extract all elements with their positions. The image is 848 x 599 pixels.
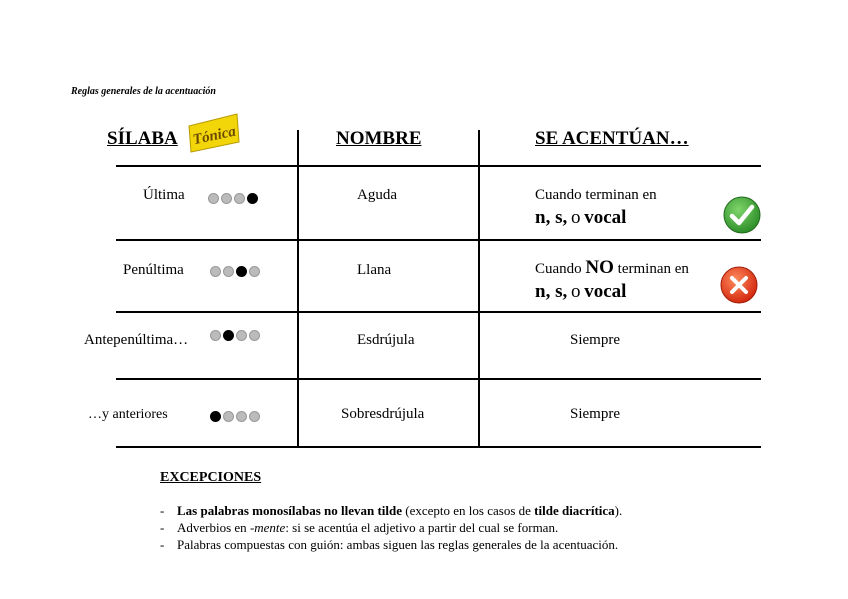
row-nombre: Aguda	[357, 187, 397, 203]
svg-text:Tónica: Tónica	[191, 123, 238, 149]
row-divider	[116, 311, 761, 313]
row-condition: Siempre	[570, 332, 620, 348]
column-divider	[297, 130, 299, 448]
syllable-dot	[249, 330, 260, 341]
syllable-dot	[236, 330, 247, 341]
header-se-acentuan: SE ACENTÚAN…	[535, 128, 689, 149]
syllable-dot	[223, 411, 234, 422]
syllable-dot	[210, 266, 221, 277]
row-silaba: Última	[143, 187, 185, 203]
list-item: - Palabras compuestas con guión: ambas siguen las reglas generales de la acentuación.	[160, 537, 619, 552]
syllable-dots	[210, 411, 260, 422]
syllable-dot-stressed	[223, 330, 234, 341]
syllable-dots	[208, 193, 258, 204]
syllable-dot	[249, 266, 260, 277]
row-silaba: …y anteriores	[88, 407, 168, 422]
row-divider	[116, 378, 761, 380]
syllable-dot	[234, 193, 245, 204]
cross-icon	[720, 266, 758, 304]
row-silaba: Penúltima	[123, 262, 184, 278]
syllable-dot	[221, 193, 232, 204]
syllable-dot-stressed	[210, 411, 221, 422]
tonica-logo	[187, 112, 241, 156]
header-silaba: SÍLABA	[107, 128, 178, 149]
list-item: - Adverbios en -mente: si se acentúa el adjetivo a partir del cual se forman.	[160, 520, 559, 535]
syllable-dot	[208, 193, 219, 204]
row-divider	[116, 239, 761, 241]
list-item: - Las palabras monosílabas no llevan tilde (excepto en los casos de tilde diacrítica).	[160, 503, 623, 518]
row-condition-line2: n, s, o vocal	[535, 281, 627, 302]
row-condition-line1: Cuando NO terminan en	[535, 257, 689, 278]
check-icon	[723, 196, 761, 234]
syllable-dot	[236, 411, 247, 422]
syllable-dots	[210, 266, 260, 277]
row-nombre: Sobresdrújula	[341, 406, 425, 422]
row-nombre: Llana	[357, 262, 392, 278]
header-nombre: NOMBRE	[336, 128, 422, 149]
page-title: Reglas generales de la acentuación	[71, 86, 216, 97]
syllable-dot	[210, 330, 221, 341]
row-condition: Siempre	[570, 406, 620, 422]
exceptions-list	[160, 502, 622, 553]
row-divider	[116, 446, 761, 448]
row-condition-line1: Cuando terminan en	[535, 187, 657, 203]
row-condition-line2: n, s, o vocal	[535, 207, 627, 228]
syllable-dot-stressed	[247, 193, 258, 204]
row-silaba: Antepenúltima…	[84, 332, 189, 348]
syllable-dot-stressed	[236, 266, 247, 277]
syllable-dots	[210, 330, 260, 341]
row-divider	[116, 165, 761, 167]
syllable-dot	[223, 266, 234, 277]
exceptions-title: EXCEPCIONES	[160, 470, 262, 485]
column-divider	[478, 130, 480, 448]
syllable-dot	[249, 411, 260, 422]
row-nombre: Esdrújula	[357, 332, 415, 348]
